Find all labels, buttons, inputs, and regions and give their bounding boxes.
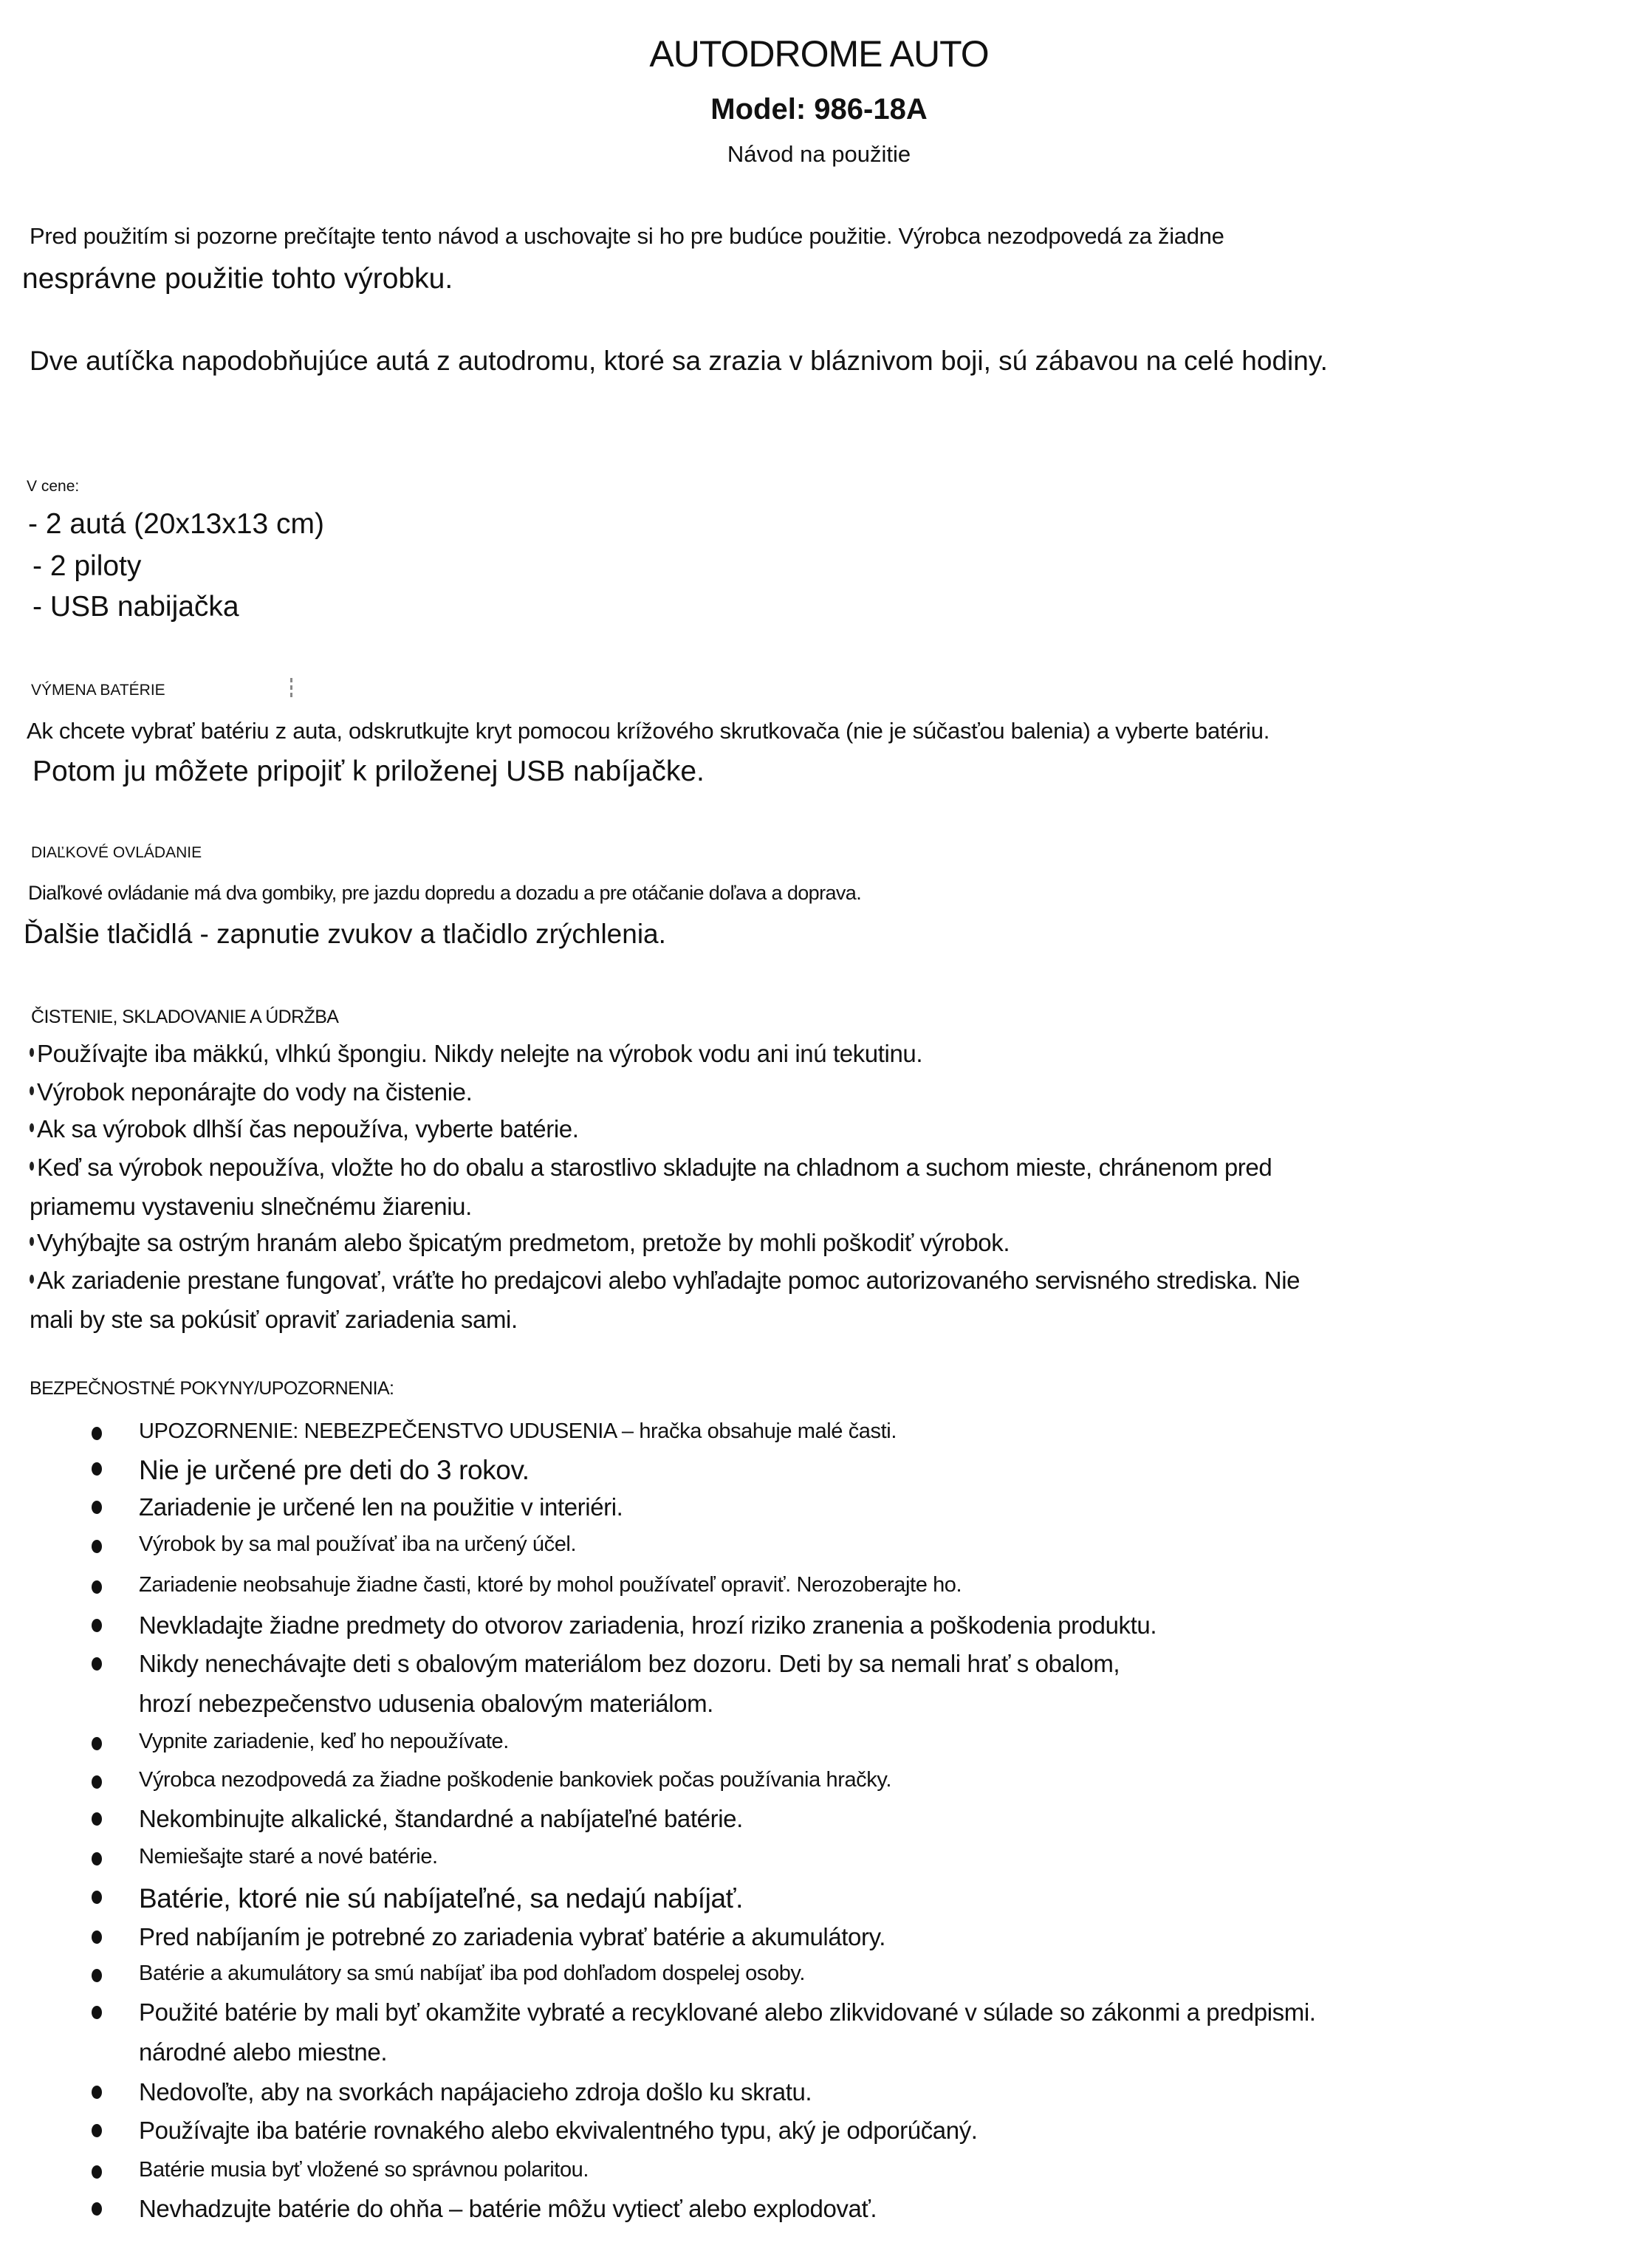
bullet-icon [92, 1891, 102, 1904]
care-item: Keď sa výrobok nepoužíva, vložte ho do obalu a starostlivo skladujte na chladnom a suchom mieste, chránenom pred [37, 1154, 1272, 1181]
safety-item: Výrobca nezodpovedá za žiadne poškodenie bankoviek počas používania hračky. [139, 1768, 891, 1792]
safety-item: Nikdy nenechávajte deti s obalovým materiálom bez dozoru. Deti by sa nemali hrať s obalom, [139, 1650, 1120, 1677]
bullet-icon [30, 1123, 34, 1132]
care-item: Ak zariadenie prestane fungovať, vráťte ho predajcovi alebo vyhľadajte pomoc autorizovaného servisného strediska. Nie [37, 1267, 1301, 1294]
bullet-icon [92, 1619, 102, 1632]
safety-item: Používajte iba batérie rovnakého alebo ekvivalentného typu, aký je odporúčaný. [139, 2117, 978, 2144]
remote-line-2: Ďalšie tlačidlá - zapnutie zvukov a tlačidlo zrýchlenia. [24, 919, 666, 949]
bullet-icon [92, 1657, 102, 1671]
safety-item: Nie je určené pre deti do 3 rokov. [139, 1455, 530, 1485]
safety-item: Nedovoľte, aby na svorkách napájacieho zdroja došlo ku skratu. [139, 2078, 812, 2106]
contents-label: V cene: [27, 478, 80, 495]
battery-line-2: Potom ju môžete pripojiť k priloženej USB nabíjačke. [32, 756, 705, 787]
intro-line-1: Pred použitím si pozorne prečítajte tento návod a uschovajte si ho pre budúce použitie. Výrobca nezodpovedá za žiadne [30, 223, 1224, 249]
safety-item: Použité batérie by mali byť okamžite vybraté a recyklované alebo zlikvidované v súlade so zákonmi a predpismi. [139, 1998, 1316, 2026]
safety-item: Batérie a akumulátory sa smú nabíjať iba pod dohľadom dospelej osoby. [139, 1962, 806, 1985]
safety-item: Nevkladajte žiadne predmety do otvorov zariadenia, hrozí riziko zranenia a poškodenia produktu. [139, 1611, 1157, 1639]
bullet-icon [92, 2124, 102, 2137]
bullet-icon [92, 1852, 102, 1866]
model-number: Model: 986-18A [710, 93, 928, 126]
care-item: Ak sa výrobok dlhší čas nepoužíva, vyberte batérie. [37, 1115, 579, 1142]
safety-item: Pred nabíjaním je potrebné zo zariadenia vybrať batérie a akumulátory. [139, 1923, 886, 1950]
contents-item: - 2 piloty [32, 550, 142, 582]
care-item-continuation: priamemu vystaveniu slnečnému žiareniu. [30, 1193, 472, 1220]
bullet-icon [92, 1462, 102, 1476]
care-heading: ČISTENIE, SKLADOVANIE A ÚDRŽBA [31, 1007, 339, 1027]
intro-description: Dve autíčka napodobňujúce autá z autodromu, ktoré sa zrazia v bláznivom boji, sú zábavou na celé hodiny. [30, 346, 1328, 376]
safety-item: Batérie, ktoré nie sú nabíjateľné, sa nedajú nabíjať. [139, 1883, 744, 1914]
battery-heading: VÝMENA BATÉRIE [31, 682, 165, 699]
safety-item: Nevhadzujte batérie do ohňa – batérie môžu vytiecť alebo explodovať. [139, 2195, 877, 2222]
safety-item: UPOZORNENIE: NEBEZPEČENSTVO UDUSENIA – hračka obsahuje malé časti. [139, 1419, 897, 1443]
safety-item: Vypnite zariadenie, keď ho nepoužívate. [139, 1730, 509, 1753]
safety-item: Batérie musia byť vložené so správnou polaritou. [139, 2158, 589, 2182]
scan-mark [290, 678, 292, 697]
bullet-icon [92, 1775, 102, 1789]
safety-item: Výrobok by sa mal používať iba na určený účel. [139, 1532, 577, 1556]
safety-item: Zariadenie je určené len na použitie v interiéri. [139, 1493, 623, 1521]
remote-line-1: Diaľkové ovládanie má dva gombiky, pre jazdu dopredu a dozadu a pre otáčanie doľava a doprava. [28, 882, 862, 904]
bullet-icon [92, 1501, 102, 1514]
bullet-icon [92, 2202, 102, 2216]
remote-heading: DIAĽKOVÉ OVLÁDANIE [31, 844, 202, 861]
care-item: Výrobok neponárajte do vody na čistenie. [37, 1078, 473, 1106]
bullet-icon [92, 1427, 102, 1440]
safety-item-continuation: hrozí nebezpečenstvo udusenia obalovým materiálom. [139, 1690, 713, 1717]
battery-line-1: Ak chcete vybrať batériu z auta, odskrutkujte kryt pomocou krížového skrutkovača (nie je súčasťou balenia) a vyberte batériu. [27, 718, 1270, 744]
document-title: AUTODROME AUTO [649, 33, 989, 75]
safety-item-continuation: národné alebo miestne. [139, 2038, 388, 2066]
bullet-icon [30, 1237, 34, 1246]
bullet-icon [92, 1737, 102, 1750]
intro-line-2: nesprávne použitie tohto výrobku. [22, 263, 453, 295]
bullet-icon [92, 2165, 102, 2179]
bullet-icon [92, 1969, 102, 1982]
contents-item: - 2 autá (20x13x13 cm) [28, 508, 325, 540]
safety-item: Nemiešajte staré a nové batérie. [139, 1845, 438, 1868]
bullet-icon [92, 1812, 102, 1826]
bullet-icon [92, 1580, 102, 1594]
safety-item: Zariadenie neobsahuje žiadne časti, ktoré by mohol používateľ opraviť. Nerozoberajte ho. [139, 1573, 962, 1597]
bullet-icon [30, 1048, 34, 1057]
safety-heading: BEZPEČNOSTNÉ POKYNY/UPOZORNENIA: [30, 1378, 394, 1399]
care-item: Vyhýbajte sa ostrým hranám alebo špicatým predmetom, pretože by mohli poškodiť výrobok. [37, 1229, 1010, 1256]
safety-item: Nekombinujte alkalické, štandardné a nabíjateľné batérie. [139, 1805, 743, 1832]
bullet-icon [30, 1275, 34, 1284]
document-subtitle: Návod na použitie [727, 141, 911, 167]
contents-item: - USB nabijačka [32, 591, 239, 623]
bullet-icon [92, 2006, 102, 2019]
bullet-icon [30, 1086, 34, 1095]
bullet-icon [92, 2086, 102, 2099]
bullet-icon [92, 1540, 102, 1553]
bullet-icon [30, 1162, 34, 1171]
care-item: Používajte iba mäkkú, vlhkú špongiu. Nikdy nelejte na výrobok vodu ani inú tekutinu. [37, 1040, 923, 1067]
care-item-continuation: mali by ste sa pokúsiť opraviť zariadenia sami. [30, 1306, 518, 1333]
bullet-icon [92, 1930, 102, 1944]
